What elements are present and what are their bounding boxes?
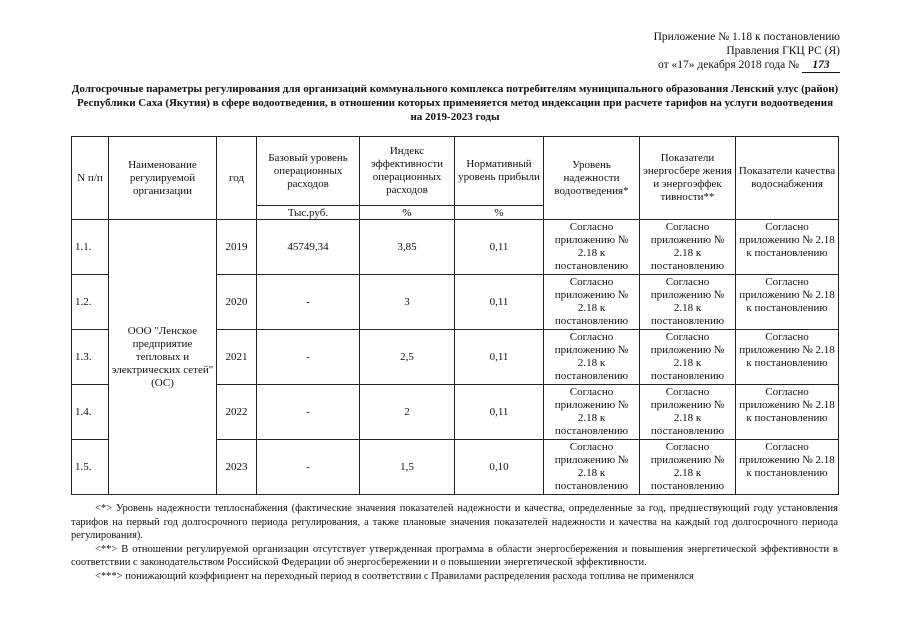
row-base-expenses: 45749,34 [257, 220, 360, 275]
row-year: 2022 [217, 385, 257, 440]
appendix-line-2: Правления ГКЦ РС (Я) [726, 45, 840, 57]
unit-efficiency-index: % [360, 206, 455, 220]
row-reliability: Согласно приложению № 2.18 к постановлению [544, 275, 640, 330]
row-reliability: Согласно приложению № 2.18 к постановлению [544, 440, 640, 495]
row-base-expenses: - [257, 330, 360, 385]
row-year: 2023 [217, 440, 257, 495]
table-row [72, 220, 839, 275]
parameters-table [71, 136, 839, 495]
row-efficiency-index: 3,85 [360, 220, 455, 275]
row-energy-efficiency: Согласно приложению № 2.18 к постановлению [640, 440, 736, 495]
row-efficiency-index: 2 [360, 385, 455, 440]
resolution-number: 173 [802, 58, 840, 73]
header-efficiency-index: Индекс эффективности операционных расходов [360, 137, 455, 206]
row-energy-efficiency: Согласно приложению № 2.18 к постановлению [640, 275, 736, 330]
header-base-expenses: Базовый уровень операционных расходов [257, 137, 360, 206]
appendix-reference [654, 30, 840, 73]
organization-name: ООО "Ленское предприятие тепловых и электрических сетей" (ОС) [109, 220, 217, 495]
row-profit-level: 0,11 [455, 330, 544, 385]
appendix-line-3 [654, 58, 840, 73]
row-profit-level: 0,11 [455, 220, 544, 275]
footnote-energy: <**> В отношении регулируемой организации отсутствует утвержденная программа в области энергосбережения и повышения энергетической эффективности в соответствии с законодательством Российской Федерации об энергосбережении и о повышении энергетической эффективности. [71, 543, 838, 568]
row-energy-efficiency: Согласно приложению № 2.18 к постановлению [640, 385, 736, 440]
row-num: 1.1. [72, 220, 109, 275]
header-organization: Наименование регулируемой организации [109, 137, 217, 220]
table-header-row [72, 137, 839, 206]
row-reliability: Согласно приложению № 2.18 к постановлению [544, 220, 640, 275]
row-num: 1.3. [72, 330, 109, 385]
row-reliability: Согласно приложению № 2.18 к постановлению [544, 330, 640, 385]
row-profit-level: 0,11 [455, 275, 544, 330]
unit-profit-level: % [455, 206, 544, 220]
row-base-expenses: - [257, 385, 360, 440]
header-num: N п/п [72, 137, 109, 220]
document-title: Долгосрочные параметры регулирования для организаций коммунального комплекса потребителям муниципального образования Ленский улус (район) Республики Саха (Якутия) в сфере водоотведения, в отношении которых применяется метод индексации при расчете тарифов на услуги водоотведения на 2019-2023 годы [71, 83, 839, 123]
row-water-quality: Согласно приложению № 2.18 к постановлению [736, 385, 839, 440]
row-year: 2020 [217, 275, 257, 330]
row-profit-level: 0,11 [455, 385, 544, 440]
row-base-expenses: - [257, 440, 360, 495]
header-energy-efficiency: Показатели энергосбере жения и энергоэффек тивности** [640, 137, 736, 220]
row-num: 1.2. [72, 275, 109, 330]
row-water-quality: Согласно приложению № 2.18 к постановлению [736, 220, 839, 275]
row-water-quality: Согласно приложению № 2.18 к постановлению [736, 330, 839, 385]
row-efficiency-index: 1,5 [360, 440, 455, 495]
row-num: 1.4. [72, 385, 109, 440]
row-energy-efficiency: Согласно приложению № 2.18 к постановлению [640, 220, 736, 275]
row-efficiency-index: 3 [360, 275, 455, 330]
row-energy-efficiency: Согласно приложению № 2.18 к постановлению [640, 330, 736, 385]
header-water-quality: Показатели качества водоснабжения [736, 137, 839, 220]
row-reliability: Согласно приложению № 2.18 к постановлению [544, 385, 640, 440]
appendix-date: от «17» декабря 2018 года № [657, 59, 800, 71]
row-profit-level: 0,10 [455, 440, 544, 495]
unit-base-expenses: Тыс.руб. [257, 206, 360, 220]
row-base-expenses: - [257, 275, 360, 330]
footnote-coefficient: <***> понижающий коэффициент на переходный период в соответствии с Правилами распределения расхода топлива не применялся [95, 570, 694, 582]
row-water-quality: Согласно приложению № 2.18 к постановлению [736, 440, 839, 495]
row-efficiency-index: 2,5 [360, 330, 455, 385]
header-year: год [217, 137, 257, 220]
appendix-line-1: Приложение № 1.18 к постановлению [653, 31, 840, 43]
header-reliability: Уровень надежности водоотведения* [544, 137, 640, 220]
row-year: 2019 [217, 220, 257, 275]
header-profit-level: Нормативный уровень прибыли [455, 137, 544, 206]
footnotes [71, 502, 838, 583]
row-year: 2021 [217, 330, 257, 385]
row-num: 1.5. [72, 440, 109, 495]
footnote-reliability: <*> Уровень надежности теплоснабжения (фактические значения показателей надежности и качества, определенные за год, предшествующий году установления тарифов на первый год долгосрочного периода регулирования, а также плановые значения показателей надежности и качества на каждый год долгосрочного периода регулирования). [71, 503, 838, 541]
row-water-quality: Согласно приложению № 2.18 к постановлению [736, 275, 839, 330]
